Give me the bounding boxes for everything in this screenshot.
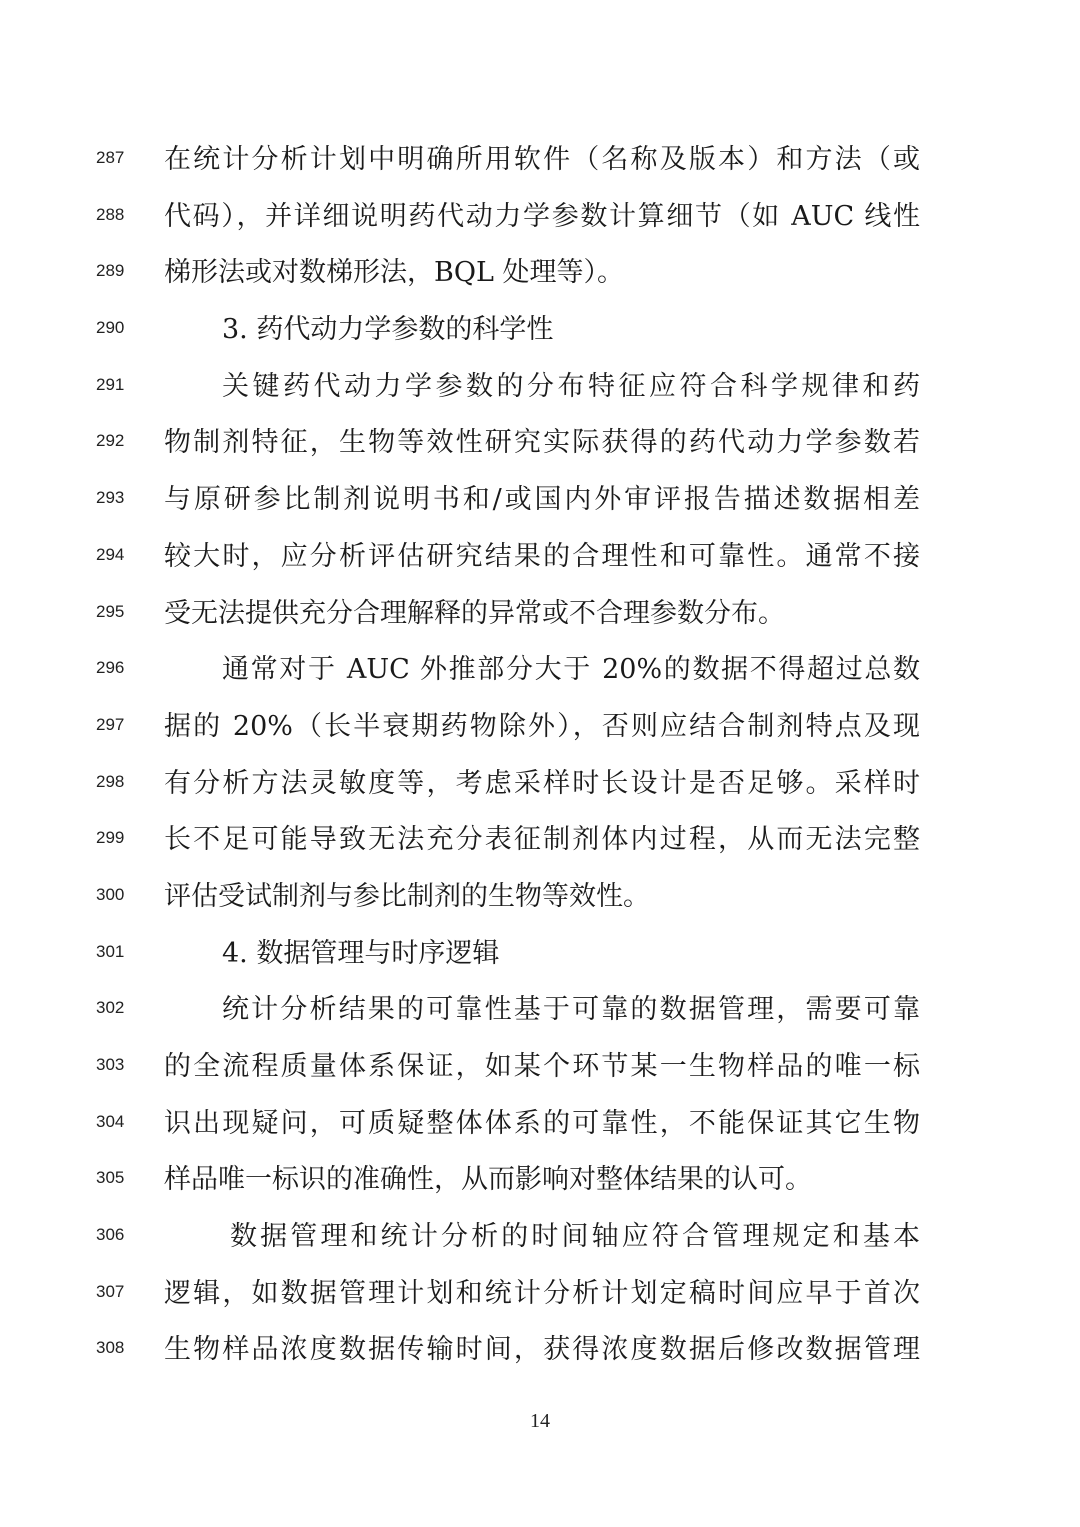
section-heading: 3. 药代动力学参数的科学性 <box>222 314 554 346</box>
text-line <box>0 642 1080 699</box>
text-line <box>0 982 1080 1039</box>
line-text: 评估受试制剂与参比制剂的生物等效性。 <box>164 880 650 912</box>
text-line <box>0 869 1080 926</box>
line-text: 逻辑，如数据管理计划和统计分析计划定稿时间应早于首次 <box>164 1277 920 1309</box>
text-line <box>0 1039 1080 1096</box>
text-line <box>0 1209 1080 1266</box>
text-line <box>0 472 1080 529</box>
line-text: 较大时，应分析评估研究结果的合理性和可靠性。通常不接 <box>164 540 920 572</box>
line-number: 294 <box>96 544 125 564</box>
text-line <box>0 586 1080 643</box>
line-number: 288 <box>96 204 125 224</box>
line-number: 301 <box>96 941 125 961</box>
text-line <box>0 245 1080 302</box>
text-line <box>0 699 1080 756</box>
text-line <box>0 812 1080 869</box>
line-text: 样品唯一标识的准确性，从而影响对整体结果的认可。 <box>164 1164 812 1196</box>
line-text: 识出现疑问，可质疑整体体系的可靠性，不能保证其它生物 <box>164 1107 920 1139</box>
line-text: 生物样品浓度数据传输时间，获得浓度数据后修改数据管理 <box>164 1334 920 1366</box>
line-text: 物制剂特征，生物等效性研究实际获得的药代动力学参数若 <box>164 427 920 459</box>
line-number: 306 <box>96 1225 125 1245</box>
line-text: 与原研参比制剂说明书和/或国内外审评报告描述数据相差 <box>164 484 920 516</box>
text-line <box>0 189 1080 246</box>
line-number: 299 <box>96 828 125 848</box>
line-number: 308 <box>96 1338 125 1358</box>
text-line <box>0 132 1080 189</box>
text-line <box>0 1152 1080 1209</box>
line-number: 291 <box>96 374 125 394</box>
line-text: 统计分析结果的可靠性基于可靠的数据管理，需要可靠 <box>222 994 920 1026</box>
text-line <box>0 1266 1080 1323</box>
line-number: 303 <box>96 1055 125 1074</box>
text-line <box>0 1096 1080 1153</box>
line-text: 代码），并详细说明药代动力学参数计算细节（如 AUC 线性 <box>164 200 920 232</box>
line-number: 293 <box>96 488 125 508</box>
text-body <box>0 132 1080 1379</box>
line-number: 305 <box>96 1168 125 1188</box>
line-number: 290 <box>96 318 125 338</box>
line-text: 梯形法或对数梯形法，BQL 处理等）。 <box>164 257 624 289</box>
line-number: 304 <box>96 1111 125 1131</box>
line-number: 307 <box>96 1281 125 1301</box>
section-heading-line <box>0 302 1080 359</box>
line-number: 297 <box>96 714 125 734</box>
text-line <box>0 415 1080 472</box>
line-text: 通常对于 AUC 外推部分大于 20%的数据不得超过总数 <box>222 654 920 686</box>
line-number: 287 <box>96 148 125 167</box>
line-number: 298 <box>96 771 125 791</box>
text-line <box>0 529 1080 586</box>
line-text: 受无法提供充分合理解释的异常或不合理参数分布。 <box>164 597 785 629</box>
line-number: 296 <box>96 658 125 678</box>
page-number: 14 <box>530 1410 550 1432</box>
section-heading-line <box>0 926 1080 983</box>
text-line <box>0 756 1080 813</box>
text-line <box>0 1322 1080 1379</box>
line-text: 长不足可能导致无法充分表征制剂体内过程，从而无法完整 <box>164 824 920 856</box>
line-number: 295 <box>96 601 125 621</box>
line-text: 关键药代动力学参数的分布特征应符合科学规律和药 <box>222 370 920 402</box>
line-text: 的全流程质量体系保证，如某个环节某一生物样品的唯一标 <box>164 1051 920 1082</box>
line-number: 292 <box>96 431 125 451</box>
line-text: 有分析方法灵敏度等，考虑采样时长设计是否足够。采样时 <box>164 767 920 799</box>
line-text: 数据管理和统计分析的时间轴应符合管理规定和基本 <box>230 1221 920 1253</box>
text-line <box>0 359 1080 416</box>
line-text: 在统计分析计划中明确所用软件（名称及版本）和方法（或 <box>164 144 920 175</box>
line-text: 据的 20%（长半衰期药物除外），否则应结合制剂特点及现 <box>164 710 920 742</box>
line-number: 302 <box>96 998 125 1018</box>
section-heading: 4. 数据管理与时序逻辑 <box>222 937 500 969</box>
line-number: 300 <box>96 884 125 904</box>
line-number: 289 <box>96 261 125 281</box>
